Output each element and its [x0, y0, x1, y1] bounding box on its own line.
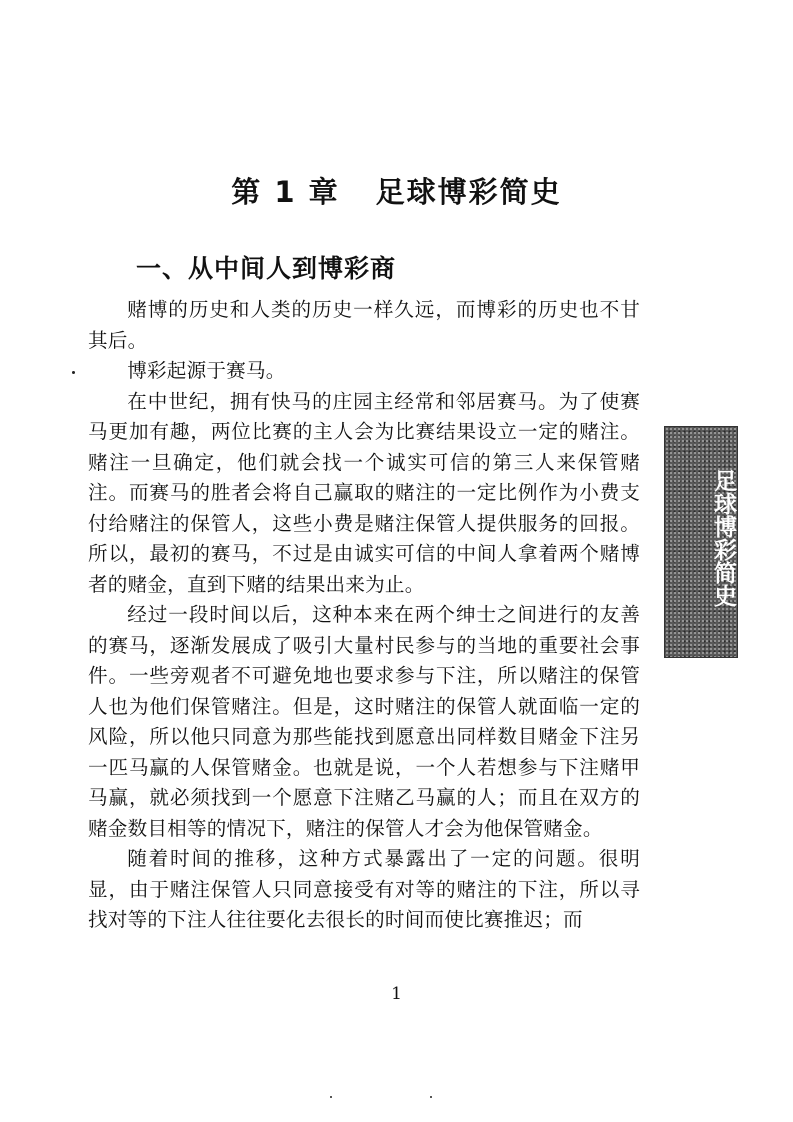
paragraph: 在中世纪，拥有快马的庄园主经常和邻居赛马。为了使赛马更加有趣，两位比赛的主人会为比赛结果设立一定的赌注。赌注一旦确定，他们就会找一个诚实可信的第三人来保管赌注。而赛马的胜者会将自己赢取的赌注的一定比例作为小费支付给赌注的保管人，这些小费是赌注保管人提供服务的回报。所以，最初的赛马，不过是由诚实可信的中间人拿着两个赌博者的赌金，直到下赌的结果出来为止。 [88, 389, 640, 596]
paragraph: 随着时间的推移，这种方式暴露出了一定的问题。很明显，由于赌注保管人只同意接受有对等的赌注的下注，所以寻找对等的下注人往往要化去很长的时间而使比赛推迟；而 [88, 847, 640, 931]
section-title: 一、从中间人到博彩商 [136, 254, 397, 283]
scan-speck [72, 371, 75, 374]
paragraph: 博彩起源于赛马。 [127, 359, 286, 382]
side-tab [664, 426, 738, 658]
page-number: 1 [391, 984, 402, 1004]
scan-speck [430, 1096, 432, 1098]
chapter-title [0, 170, 793, 211]
paragraph: 赌博的历史和人类的历史一样久远，而博彩的历史也不甘其后。 [88, 298, 640, 352]
chapter-name: 足球博彩简史 [375, 175, 562, 209]
paragraph: 经过一段时间以后，这种本来在两个绅士之间进行的友善的赛马，逐渐发展成了吸引大量村民参与的当地的重要社会事件。一些旁观者不可避免地也要求参与下注，所以赌注的保管人也为他们保管赌注。但是，这时赌注的保管人就面临一定的风险，所以他只同意为那些能找到愿意出同样数目赌金下注另一匹马赢的人保管赌金。也就是说，一个人若想参与下注赌甲马赢，就必须找到一个愿意下注赌乙马赢的人；而且在双方的赌金数目相等的情况下，赌注的保管人才会为他保管赌金。 [88, 603, 640, 840]
side-tab-label: 足球博彩简史 [710, 469, 736, 607]
scan-speck [330, 1096, 332, 1098]
body-text [88, 295, 640, 936]
chapter-number: 第 1 章 [231, 175, 340, 209]
